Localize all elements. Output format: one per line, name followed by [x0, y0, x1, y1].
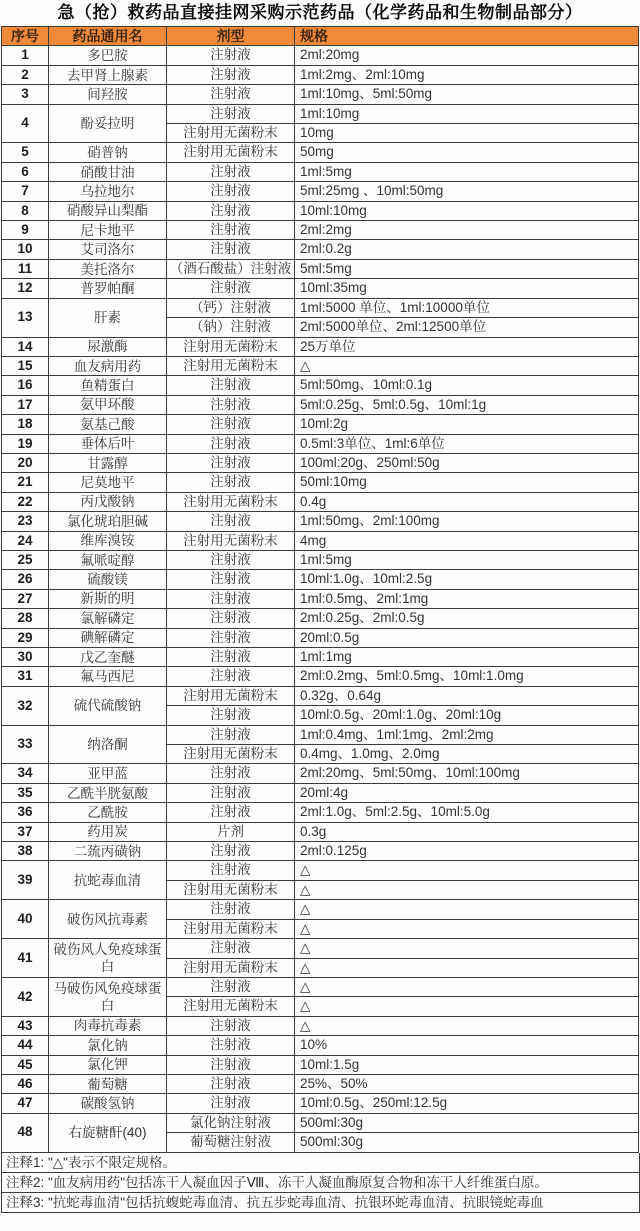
row-number: 31 — [2, 667, 49, 686]
row-number: 38 — [2, 842, 49, 861]
table-row — [2, 221, 639, 240]
dosage-form: 注射用无菌粉末 — [167, 356, 295, 375]
table-row — [2, 1113, 639, 1132]
row-number: 29 — [2, 628, 49, 647]
drug-name: 葡萄糖 — [49, 1074, 167, 1093]
dosage-form: 注射液 — [167, 1036, 295, 1055]
spec: 25万单位 — [295, 337, 639, 356]
table-row — [2, 550, 639, 569]
spec: 20ml:0.5g — [295, 628, 639, 647]
dosage-form: 注射液 — [167, 240, 295, 259]
table-row — [2, 686, 639, 705]
row-number: 14 — [2, 337, 49, 356]
table-row — [2, 240, 639, 259]
spec: 0.3g — [295, 822, 639, 841]
drug-name: 马破伤风免疫球蛋白 — [49, 977, 167, 1016]
drug-name: 丙戊酸钠 — [49, 492, 167, 511]
table-row — [2, 298, 639, 317]
drug-name: 右旋糖酐(40) — [49, 1113, 167, 1152]
spec: △ — [295, 1016, 639, 1035]
table-row — [2, 1036, 639, 1055]
table-row — [2, 628, 639, 647]
row-number: 44 — [2, 1036, 49, 1055]
spec: 10% — [295, 1036, 639, 1055]
dosage-form: 注射液 — [167, 628, 295, 647]
dosage-form: 注射液 — [167, 803, 295, 822]
spec: 1ml:0.4mg、1ml:1mg、2ml:2mg — [295, 725, 639, 744]
row-number: 8 — [2, 201, 49, 220]
dosage-form: 注射液 — [167, 1055, 295, 1074]
spec: △ — [295, 900, 639, 919]
row-number: 12 — [2, 279, 49, 298]
dosage-form: 注射液 — [167, 1016, 295, 1035]
dosage-form: 注射液 — [167, 667, 295, 686]
row-number: 42 — [2, 977, 49, 1016]
row-number: 7 — [2, 182, 49, 201]
spec: 0.32g、0.64g — [295, 686, 639, 705]
dosage-form: 注射用无菌粉末 — [167, 143, 295, 162]
dosage-form: 注射液 — [167, 706, 295, 725]
row-number: 20 — [2, 453, 49, 472]
spec: 5ml:5mg — [295, 259, 639, 278]
dosage-form: 注射用无菌粉末 — [167, 919, 295, 938]
table-row — [2, 104, 639, 123]
drug-name: 乌拉地尔 — [49, 182, 167, 201]
spec: 10ml:1.5g — [295, 1055, 639, 1074]
table-row — [2, 473, 639, 492]
dosage-form: 注射液 — [167, 65, 295, 84]
row-number: 17 — [2, 395, 49, 414]
row-number: 28 — [2, 609, 49, 628]
drug-name: 尼卡地平 — [49, 221, 167, 240]
row-number: 1 — [2, 46, 49, 65]
drug-name: 氨甲环酸 — [49, 395, 167, 414]
drug-name: 维库溴铵 — [49, 531, 167, 550]
table-row — [2, 570, 639, 589]
dosage-form: 葡萄糖注射液 — [167, 1133, 295, 1152]
dosage-form: 注射液 — [167, 589, 295, 608]
row-number: 36 — [2, 803, 49, 822]
row-number: 13 — [2, 298, 49, 337]
table-row — [2, 259, 639, 278]
table-row — [2, 667, 639, 686]
drug-name: 鱼精蛋白 — [49, 376, 167, 395]
table-body — [2, 46, 639, 1152]
spec: 50mg — [295, 143, 639, 162]
spec: 10ml:2g — [295, 415, 639, 434]
table-row — [2, 143, 639, 162]
row-number: 43 — [2, 1016, 49, 1035]
table-row — [2, 977, 639, 996]
drug-name: 硝酸甘油 — [49, 162, 167, 181]
spec: 10ml:35mg — [295, 279, 639, 298]
spec: △ — [295, 919, 639, 938]
row-number: 40 — [2, 900, 49, 939]
spec: 5ml:25mg 、10ml:50mg — [295, 182, 639, 201]
drug-name: 纳洛酮 — [49, 725, 167, 764]
dosage-form: 注射液 — [167, 783, 295, 802]
dosage-form: 注射液 — [167, 221, 295, 240]
row-number: 4 — [2, 104, 49, 143]
spec: 4mg — [295, 531, 639, 550]
spec: △ — [295, 958, 639, 977]
dosage-form: 注射液 — [167, 939, 295, 958]
drug-name: 破伤风抗毒素 — [49, 900, 167, 939]
dosage-form: 注射液 — [167, 104, 295, 123]
spec: 100ml:20g、250ml:50g — [295, 453, 639, 472]
spec: 2ml:20mg、5ml:50mg、10ml:100mg — [295, 764, 639, 783]
spec: 500ml:30g — [295, 1113, 639, 1132]
row-number: 33 — [2, 725, 49, 764]
table-row — [2, 415, 639, 434]
drug-name: 亚甲蓝 — [49, 764, 167, 783]
spec: 1ml:10mg — [295, 104, 639, 123]
drug-name: 艾司洛尔 — [49, 240, 167, 259]
header-form: 剂型 — [167, 27, 295, 46]
dosage-form: 注射液 — [167, 512, 295, 531]
drug-name: 垂体后叶 — [49, 434, 167, 453]
drug-name: 硫酸镁 — [49, 570, 167, 589]
drug-name: 硝普钠 — [49, 143, 167, 162]
table-row — [2, 609, 639, 628]
drug-name: 血友病用药 — [49, 356, 167, 375]
spec: △ — [295, 939, 639, 958]
dosage-form: （酒石酸盐）注射液 — [167, 259, 295, 278]
drug-name: 间羟胺 — [49, 85, 167, 104]
row-number: 23 — [2, 512, 49, 531]
table-header — [2, 27, 639, 46]
table-row — [2, 1094, 639, 1113]
table-row — [2, 279, 639, 298]
dosage-form: 注射用无菌粉末 — [167, 492, 295, 511]
row-number: 45 — [2, 1055, 49, 1074]
drug-name: 尿激酶 — [49, 337, 167, 356]
spec: 5ml:0.25g、5ml:0.5g、10ml:1g — [295, 395, 639, 414]
table-row — [2, 46, 639, 65]
note-line: 注释1: "△"表示不限定规格。 — [2, 1153, 639, 1173]
spec: 1ml:10mg、5ml:50mg — [295, 85, 639, 104]
row-number: 15 — [2, 356, 49, 375]
drug-name: 氟马西尼 — [49, 667, 167, 686]
spec: 2ml:5000单位、2ml:12500单位 — [295, 318, 639, 337]
row-number: 32 — [2, 686, 49, 725]
table-row — [2, 725, 639, 744]
spec: 5ml:50mg、10ml:0.1g — [295, 376, 639, 395]
spec: 1ml:0.5mg、2ml:1mg — [295, 589, 639, 608]
dosage-form: 注射液 — [167, 434, 295, 453]
spec: 10ml:0.5g、250ml:12.5g — [295, 1094, 639, 1113]
dosage-form: （钙）注射液 — [167, 298, 295, 317]
spec: 10ml:10mg — [295, 201, 639, 220]
spec: △ — [295, 997, 639, 1016]
drug-name: 肝素 — [49, 298, 167, 337]
spec: 2ml:0.2mg、5ml:0.5mg、10ml:1.0mg — [295, 667, 639, 686]
dosage-form: 注射液 — [167, 764, 295, 783]
spec: 2ml:20mg — [295, 46, 639, 65]
dosage-form: （钠）注射液 — [167, 318, 295, 337]
spec: 1ml:5000 单位、1ml:10000单位 — [295, 298, 639, 317]
table-row — [2, 531, 639, 550]
table-row — [2, 182, 639, 201]
dosage-form: 氯化钠注射液 — [167, 1113, 295, 1132]
table-row — [2, 337, 639, 356]
spec: 0.4g — [295, 492, 639, 511]
drug-name: 戊乙奎醚 — [49, 648, 167, 667]
drug-name: 抗蛇毒血清 — [49, 861, 167, 900]
dosage-form: 注射液 — [167, 473, 295, 492]
row-number: 22 — [2, 492, 49, 511]
drug-name: 肉毒抗毒素 — [49, 1016, 167, 1035]
table-row — [2, 201, 639, 220]
spec: 50ml:10mg — [295, 473, 639, 492]
table-row — [2, 453, 639, 472]
row-number: 5 — [2, 143, 49, 162]
dosage-form: 注射液 — [167, 900, 295, 919]
table-row — [2, 900, 639, 919]
dosage-form: 注射用无菌粉末 — [167, 124, 295, 143]
row-number: 34 — [2, 764, 49, 783]
table-row — [2, 1016, 639, 1035]
dosage-form: 注射液 — [167, 415, 295, 434]
drug-name: 氨基己酸 — [49, 415, 167, 434]
dosage-form: 注射液 — [167, 1074, 295, 1093]
note-line: 注释2: "血友病用药"包括冻干人凝血因子Ⅷ、冻干人凝血酶原复合物和冻干人纤维蛋白原。 — [2, 1173, 639, 1193]
table-row — [2, 376, 639, 395]
drug-name: 药用炭 — [49, 822, 167, 841]
spec: 1ml:50mg、2ml:100mg — [295, 512, 639, 531]
note-line: 注释3: "抗蛇毒血清"包括抗蝮蛇毒血清、抗五步蛇毒血清、抗银环蛇毒血清、抗眼镜蛇毒血 — [2, 1193, 639, 1213]
table-row — [2, 803, 639, 822]
row-number: 48 — [2, 1113, 49, 1152]
spec: 10mg — [295, 124, 639, 143]
dosage-form: 注射用无菌粉末 — [167, 958, 295, 977]
drug-name: 普罗帕酮 — [49, 279, 167, 298]
spec: 2ml:0.2g — [295, 240, 639, 259]
drug-name: 多巴胺 — [49, 46, 167, 65]
drug-name: 硫代硫酸钠 — [49, 686, 167, 725]
drug-name: 氯化钾 — [49, 1055, 167, 1074]
dosage-form: 注射用无菌粉末 — [167, 686, 295, 705]
row-number: 35 — [2, 783, 49, 802]
header-spec: 规格 — [295, 27, 639, 46]
row-number: 24 — [2, 531, 49, 550]
spec: △ — [295, 356, 639, 375]
header-row — [2, 27, 639, 46]
dosage-form: 注射液 — [167, 570, 295, 589]
dosage-form: 注射液 — [167, 725, 295, 744]
dosage-form: 注射用无菌粉末 — [167, 531, 295, 550]
dosage-form: 注射用无菌粉末 — [167, 337, 295, 356]
dosage-form: 注射液 — [167, 201, 295, 220]
row-number: 30 — [2, 648, 49, 667]
table-row — [2, 764, 639, 783]
spec: 0.5ml:3单位、1ml:6单位 — [295, 434, 639, 453]
drug-table — [1, 26, 639, 1153]
spec: 1ml:5mg — [295, 162, 639, 181]
page-title: 急（抢）救药品直接挂网采购示范药品（化学药品和生物制品部分） — [57, 3, 583, 22]
table-row — [2, 492, 639, 511]
dosage-form: 注射液 — [167, 977, 295, 996]
dosage-form: 注射液 — [167, 279, 295, 298]
drug-name: 甘露醇 — [49, 453, 167, 472]
dosage-form: 注射液 — [167, 46, 295, 65]
drug-name: 破伤风人免疫球蛋白 — [49, 939, 167, 978]
dosage-form: 注射液 — [167, 609, 295, 628]
header-no: 序号 — [2, 27, 49, 46]
table-row — [2, 85, 639, 104]
row-number: 16 — [2, 376, 49, 395]
dosage-form: 注射液 — [167, 182, 295, 201]
row-number: 26 — [2, 570, 49, 589]
spec: 0.4mg、1.0mg、2.0mg — [295, 745, 639, 764]
table-row — [2, 842, 639, 861]
dosage-form: 注射液 — [167, 85, 295, 104]
spec: 2ml:0.25g、2ml:0.5g — [295, 609, 639, 628]
drug-name: 碳酸氢钠 — [49, 1094, 167, 1113]
table-row — [2, 395, 639, 414]
table-row — [2, 939, 639, 958]
header-name: 药品通用名 — [49, 27, 167, 46]
row-number: 37 — [2, 822, 49, 841]
row-number: 11 — [2, 259, 49, 278]
row-number: 19 — [2, 434, 49, 453]
row-number: 46 — [2, 1074, 49, 1093]
dosage-form: 注射用无菌粉末 — [167, 745, 295, 764]
row-number: 39 — [2, 861, 49, 900]
drug-name: 新斯的明 — [49, 589, 167, 608]
dosage-form: 注射液 — [167, 376, 295, 395]
table-row — [2, 822, 639, 841]
dosage-form: 注射液 — [167, 648, 295, 667]
drug-name: 尼莫地平 — [49, 473, 167, 492]
row-number: 27 — [2, 589, 49, 608]
row-number: 2 — [2, 65, 49, 84]
row-number: 18 — [2, 415, 49, 434]
table-row — [2, 648, 639, 667]
drug-name: 氯化钠 — [49, 1036, 167, 1055]
dosage-form: 注射液 — [167, 395, 295, 414]
dosage-form: 注射液 — [167, 861, 295, 880]
dosage-form: 注射液 — [167, 842, 295, 861]
dosage-form: 注射用无菌粉末 — [167, 880, 295, 899]
table-row — [2, 434, 639, 453]
spec: △ — [295, 880, 639, 899]
row-number: 9 — [2, 221, 49, 240]
spec: 1ml:1mg — [295, 648, 639, 667]
dosage-form: 注射液 — [167, 162, 295, 181]
spec: 500ml:30g — [295, 1133, 639, 1152]
spec: 10ml:1.0g、10ml:2.5g — [295, 570, 639, 589]
spec: △ — [295, 977, 639, 996]
spec: 1ml:5mg — [295, 550, 639, 569]
drug-name: 氟哌啶醇 — [49, 550, 167, 569]
dosage-form: 注射液 — [167, 550, 295, 569]
drug-name: 乙酰胺 — [49, 803, 167, 822]
spec: 2ml:2mg — [295, 221, 639, 240]
drug-name: 氯化琥珀胆碱 — [49, 512, 167, 531]
dosage-form: 片剂 — [167, 822, 295, 841]
drug-name: 去甲肾上腺素 — [49, 65, 167, 84]
drug-name: 美托洛尔 — [49, 259, 167, 278]
row-number: 6 — [2, 162, 49, 181]
table-row — [2, 589, 639, 608]
row-number: 3 — [2, 85, 49, 104]
row-number: 10 — [2, 240, 49, 259]
drug-name: 硝酸异山梨酯 — [49, 201, 167, 220]
row-number: 41 — [2, 939, 49, 978]
dosage-form: 注射用无菌粉末 — [167, 997, 295, 1016]
spec: 1ml:2mg、2ml:10mg — [295, 65, 639, 84]
drug-name: 乙酰半胱氨酸 — [49, 783, 167, 802]
drug-name: 氯解磷定 — [49, 609, 167, 628]
spec: △ — [295, 861, 639, 880]
table-row — [2, 162, 639, 181]
row-number: 47 — [2, 1094, 49, 1113]
spec: 25%、50% — [295, 1074, 639, 1093]
table-row — [2, 65, 639, 84]
table-row — [2, 1074, 639, 1093]
notes — [1, 1153, 640, 1213]
table-row — [2, 861, 639, 880]
dosage-form: 注射液 — [167, 1094, 295, 1113]
spec: 10ml:0.5g、20ml:1.0g、20ml:10g — [295, 706, 639, 725]
drug-name: 碘解磷定 — [49, 628, 167, 647]
table-row — [2, 783, 639, 802]
drug-name: 二巯丙磺钠 — [49, 842, 167, 861]
spec: 2ml:1.0g、5ml:2.5g、10ml:5.0g — [295, 803, 639, 822]
table-row — [2, 356, 639, 375]
table-row — [2, 512, 639, 531]
table-row — [2, 1055, 639, 1074]
row-number: 25 — [2, 550, 49, 569]
spec: 2ml:0.125g — [295, 842, 639, 861]
dosage-form: 注射液 — [167, 453, 295, 472]
row-number: 21 — [2, 473, 49, 492]
spec: 20ml:4g — [295, 783, 639, 802]
drug-name: 酚妥拉明 — [49, 104, 167, 143]
